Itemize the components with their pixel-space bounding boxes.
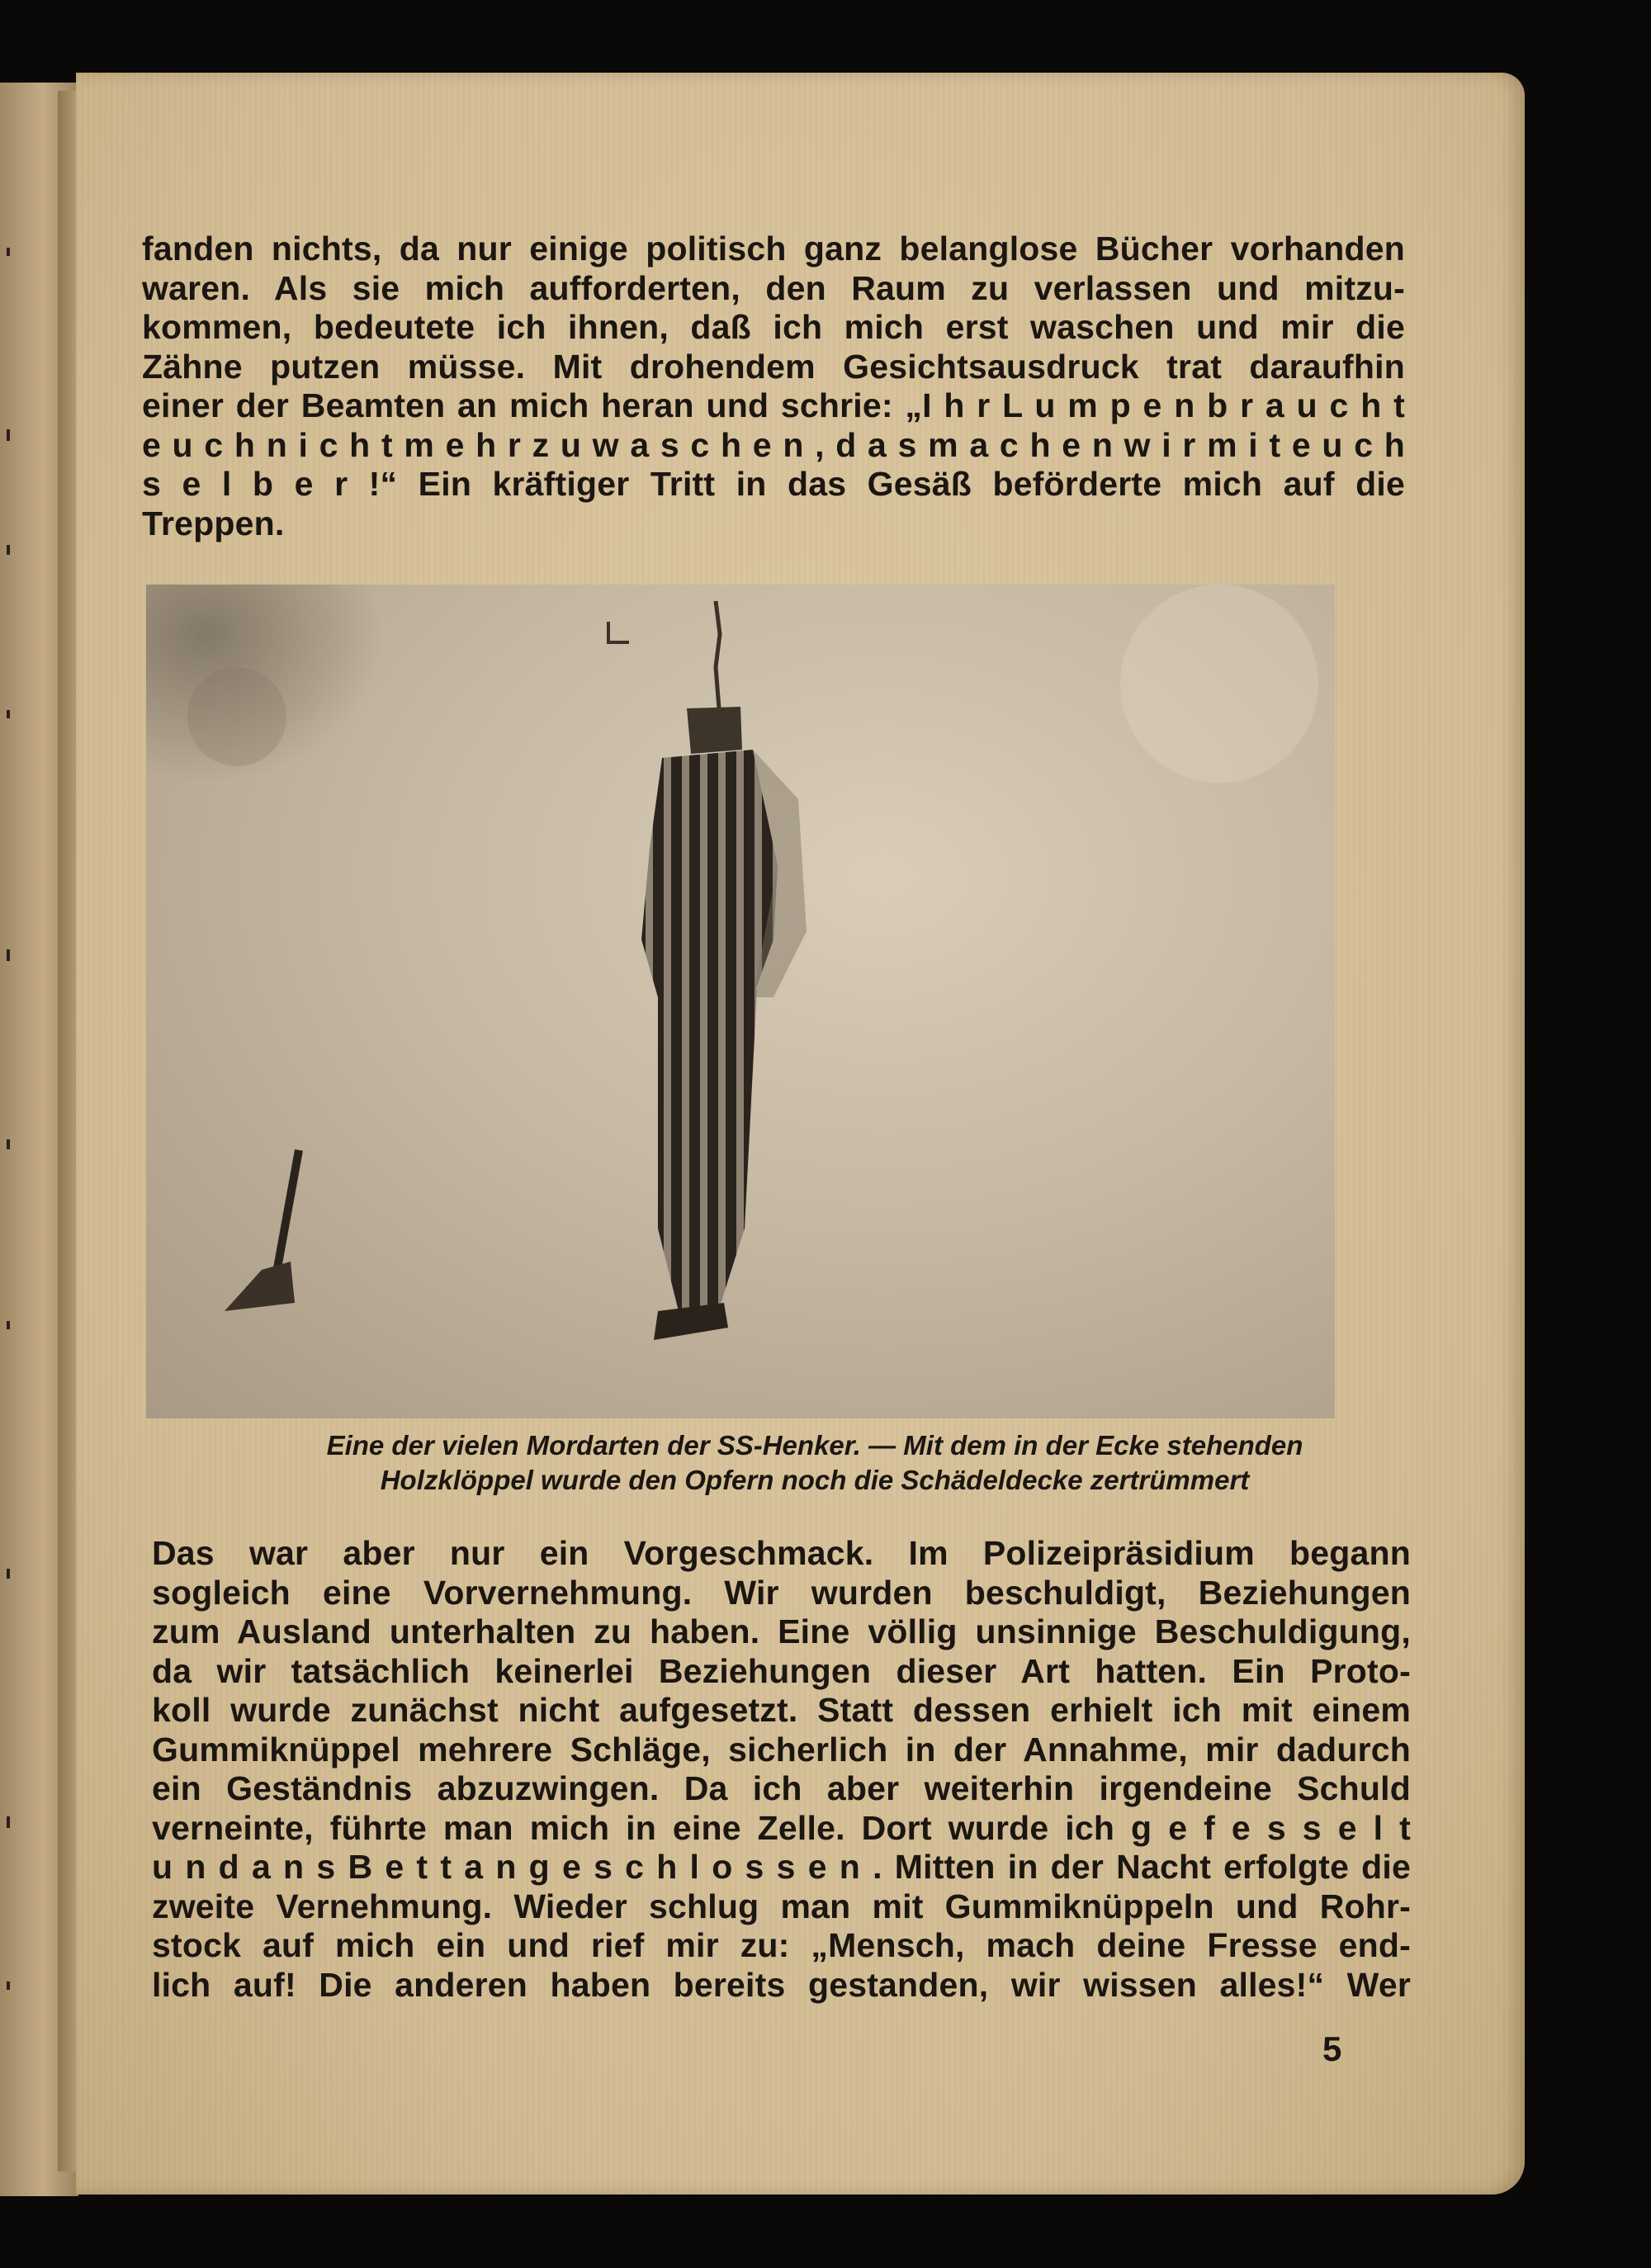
book-page xyxy=(76,73,1525,2195)
text-line: kommen, bedeutete ich ihnen, daß ich mich erst waschen und mir die xyxy=(142,308,1405,346)
text-line: Zähne putzen müsse. Mit drohendem Gesichtsausdruck trat daraufhin xyxy=(142,347,1405,386)
page-number: 5 xyxy=(1322,2029,1342,2068)
hanged-prisoner-illustration xyxy=(146,585,1335,1418)
text-line: ein Geständnis abzuzwingen. Da ich aber weiterhin irgendeine Schuld xyxy=(152,1769,1411,1807)
text-line: verneinte, führte man mich in eine Zelle. Dort wurde ich g e f e s s e l t xyxy=(152,1808,1411,1847)
text-line: koll wurde zunächst nicht aufgesetzt. Statt dessen erhielt ich mit einem xyxy=(152,1691,1411,1729)
paragraph-bottom xyxy=(152,1534,1411,2005)
text-line: sogleich eine Vorvernehmung. Wir wurden beschuldigt, Beziehungen xyxy=(152,1573,1411,1612)
text-line: stock auf mich ein und rief mir zu: „Mensch, mach deine Fresse end- xyxy=(152,1926,1411,1964)
text-line: lich auf! Die anderen haben bereits gestanden, wir wissen alles!“ Wer xyxy=(152,1965,1411,2004)
text-line: s e l b e r !“ Ein kräftiger Tritt in das Gesäß beförderte mich auf die xyxy=(142,465,1405,503)
text-line: Treppen. xyxy=(142,504,285,542)
image-caption xyxy=(216,1428,1413,1498)
paragraph-top xyxy=(142,230,1405,543)
illustration-photo xyxy=(146,585,1335,1418)
text-line: da wir tatsächlich keinerlei Beziehungen dieser Art hatten. Ein Proto- xyxy=(152,1651,1411,1690)
text-line: waren. Als sie mich aufforderten, den Raum zu verlassen und mitzu- xyxy=(142,268,1405,307)
text-line: zum Ausland unterhalten zu haben. Eine völlig unsinnige Beschuldigung, xyxy=(152,1612,1411,1650)
caption-line: Eine der vielen Mordarten der SS-Henker. — Mit dem in der Ecke stehenden xyxy=(326,1430,1303,1461)
text-line: Gummiknüppel mehrere Schläge, sicherlich in der Annahme, mir dadurch xyxy=(152,1730,1411,1768)
text-line: fanden nichts, da nur einige politisch ganz belanglose Bücher vorhanden xyxy=(142,230,1405,268)
text-line: zweite Vernehmung. Wieder schlug man mit Gummiknüppeln und Rohr- xyxy=(152,1887,1411,1925)
caption-line: Holzklöppel wurde den Opfern noch die Schädeldecke zertrümmert xyxy=(380,1465,1250,1495)
text-line: u n d a n s B e t t a n g e s c h l o s s e n . Mitten in der Nacht erfolgte die xyxy=(152,1848,1411,1886)
text-line: einer der Beamten an mich heran und schrie: „I h r L u m p e n b r a u c h t xyxy=(142,386,1405,424)
text-line: Das war aber nur ein Vorgeschmack. Im Polizeipräsidium begann xyxy=(152,1534,1411,1572)
text-line: e u c h n i c h t m e h r z u w a s c h e n , d a s m a c h e n w i r m i t e u c h xyxy=(142,425,1405,464)
